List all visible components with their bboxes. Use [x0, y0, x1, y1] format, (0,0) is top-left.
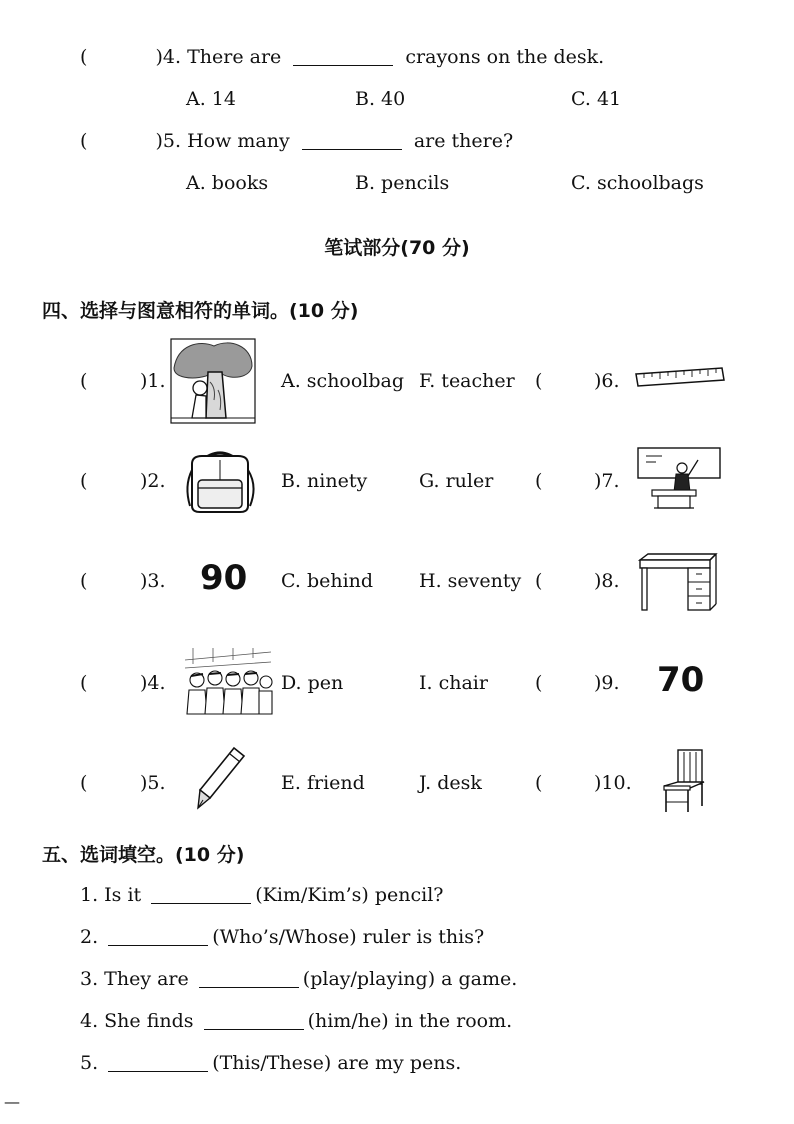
answer-blank[interactable] [204, 1011, 304, 1030]
word-option: G. ruler [419, 470, 494, 492]
number-seventy-picture: 70 [657, 660, 705, 700]
item-number: )1. [140, 370, 166, 392]
schoolbag-icon [180, 446, 260, 516]
item-number: )7. [594, 470, 620, 492]
tree-hiding-icon [170, 338, 256, 424]
answer-blank[interactable] [302, 131, 402, 150]
word-option: C. behind [281, 570, 374, 592]
item-text-before: 1. Is it [80, 884, 142, 906]
answer-paren[interactable]: ( [80, 570, 88, 592]
question-text-after: crayons on the desk. [405, 46, 605, 68]
item-text-before: 5. [80, 1052, 99, 1074]
item-text-before: 4. She finds [80, 1010, 194, 1032]
item-text-after: (Who’s/Whose) ruler is this? [212, 926, 485, 948]
fill-item-5 [80, 1052, 461, 1074]
item-number: )6. [594, 370, 620, 392]
answer-paren[interactable]: ( [535, 570, 543, 592]
q5-option-c: C. schoolbags [571, 172, 704, 194]
item-number: )2. [140, 470, 166, 492]
answer-paren[interactable]: ( [535, 772, 543, 794]
answer-paren[interactable]: ( [535, 470, 543, 492]
answer-blank[interactable] [108, 1053, 208, 1072]
item-text-before: 2. [80, 926, 99, 948]
fill-item-4 [80, 1010, 512, 1032]
answer-paren[interactable]: ( [80, 672, 88, 694]
answer-blank[interactable] [293, 47, 393, 66]
item-text-after: (play/playing) a game. [302, 968, 518, 990]
fill-item-2 [80, 926, 484, 948]
word-option: A. schoolbag [281, 370, 405, 392]
item-number: )5. [140, 772, 166, 794]
q5-option-a: A. books [186, 172, 269, 194]
footer-mark: — [4, 1092, 20, 1111]
word-option: E. friend [281, 772, 365, 794]
question-text-before: How many [187, 130, 290, 152]
answer-blank[interactable] [151, 885, 251, 904]
word-option: I. chair [419, 672, 488, 694]
written-part-title: 笔试部分(70 分) [324, 237, 470, 259]
paren-open: ( [80, 130, 88, 152]
ruler-icon [634, 366, 726, 390]
word-option: H. seventy [419, 570, 522, 592]
question-number: )4. [155, 46, 182, 68]
question-number: )5. [155, 130, 182, 152]
fill-item-1 [80, 884, 444, 906]
answer-paren[interactable]: ( [80, 772, 88, 794]
word-option: F. teacher [419, 370, 515, 392]
word-option: J. desk [419, 772, 482, 794]
section4-title: 四、选择与图意相符的单词。(10 分) [42, 300, 359, 322]
item-text-before: 3. They are [80, 968, 189, 990]
word-option: D. pen [281, 672, 344, 694]
desk-icon [638, 552, 718, 614]
pen-icon [192, 744, 248, 812]
item-text-after: (Kim/Kim’s) pencil? [255, 884, 444, 906]
item-number: )9. [594, 672, 620, 694]
item-number: )3. [140, 570, 166, 592]
question-text-before: There are [187, 46, 282, 68]
q4-option-b: B. 40 [355, 88, 406, 110]
q5-line [80, 130, 513, 152]
answer-paren[interactable]: ( [535, 370, 543, 392]
fill-item-3 [80, 968, 517, 990]
item-number: )4. [140, 672, 166, 694]
item-text-after: (This/These) are my pens. [212, 1052, 462, 1074]
answer-paren[interactable]: ( [80, 370, 88, 392]
teacher-icon [636, 446, 722, 514]
number-ninety-picture: 90 [200, 558, 248, 598]
q5-option-b: B. pencils [355, 172, 450, 194]
item-number: )10. [594, 772, 632, 794]
answer-paren[interactable]: ( [535, 672, 543, 694]
section5-title: 五、选词填空。(10 分) [42, 844, 245, 866]
chair-icon [660, 748, 710, 814]
item-text-after: (him/he) in the room. [307, 1010, 513, 1032]
friends-group-icon [183, 646, 273, 716]
answer-blank[interactable] [199, 969, 299, 988]
q4-option-c: C. 41 [571, 88, 622, 110]
word-option: B. ninety [281, 470, 368, 492]
q4-option-a: A. 14 [186, 88, 236, 110]
question-text-after: are there? [413, 130, 514, 152]
q4-line [80, 46, 604, 68]
paren-open: ( [80, 46, 88, 68]
item-number: )8. [594, 570, 620, 592]
answer-paren[interactable]: ( [80, 470, 88, 492]
answer-blank[interactable] [108, 927, 208, 946]
